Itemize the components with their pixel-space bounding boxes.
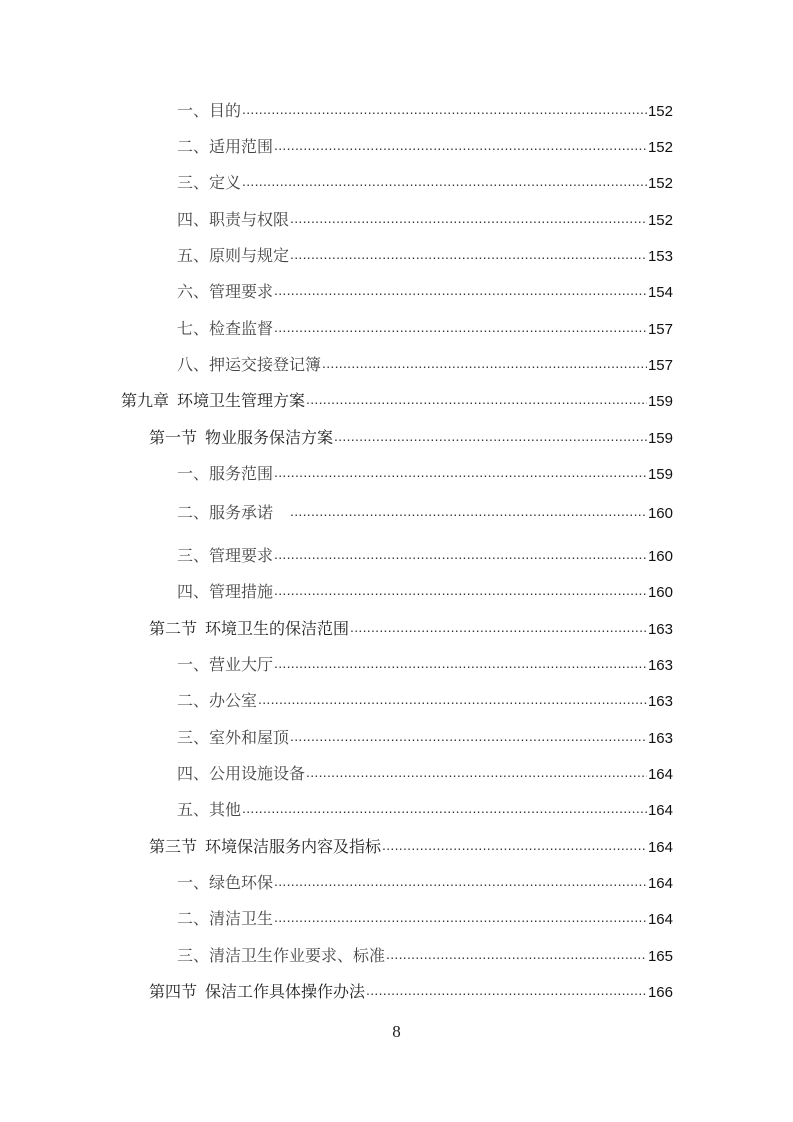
dot-leader — [274, 907, 647, 927]
toc-subsection-entry[interactable] — [177, 541, 673, 567]
toc-subsection-entry[interactable] — [177, 459, 673, 485]
toc-subsection-entry[interactable] — [177, 314, 673, 340]
toc-entry-title: 三、室外和屋顶 — [177, 730, 290, 747]
toc-entry-page-number: 152 — [647, 212, 673, 229]
toc-subsection-entry[interactable] — [177, 650, 673, 676]
toc-entry-page-number: 163 — [647, 730, 673, 747]
toc-entry-title: 第九章 环境卫生管理方案 — [121, 393, 306, 410]
toc-entry-title: 五、其他 — [177, 802, 242, 819]
toc-subsection-entry[interactable] — [177, 96, 673, 122]
toc-entry-title: 七、检查监督 — [177, 321, 274, 338]
dot-leader — [274, 653, 647, 673]
toc-subsection-entry[interactable] — [177, 168, 673, 194]
dot-leader — [274, 544, 647, 564]
toc-subsection-entry[interactable] — [177, 577, 673, 603]
toc-entry-title: 第三节 环境保洁服务内容及指标 — [149, 839, 382, 856]
toc-entry-title: 六、管理要求 — [177, 284, 274, 301]
dot-leader — [274, 280, 647, 300]
dot-leader — [350, 617, 647, 637]
toc-subsection-entry[interactable] — [177, 904, 673, 930]
toc-entry-page-number: 160 — [647, 548, 673, 565]
dot-leader — [290, 726, 647, 746]
dot-leader — [386, 944, 647, 964]
dot-leader — [334, 426, 647, 446]
toc-entry-title: 三、管理要求 — [177, 548, 274, 565]
toc-section-entry[interactable] — [149, 614, 673, 640]
toc-section-entry[interactable] — [149, 977, 673, 1003]
dot-leader — [242, 99, 647, 119]
dot-leader — [290, 501, 647, 521]
dot-leader — [242, 171, 647, 191]
toc-subsection-entry[interactable] — [177, 759, 673, 785]
toc-entry-title: 五、原则与规定 — [177, 248, 290, 265]
toc-entry-page-number: 164 — [647, 839, 673, 856]
toc-chapter-entry[interactable] — [121, 386, 673, 412]
toc-entry-page-number: 159 — [647, 430, 673, 447]
toc-entry-page-number: 160 — [647, 584, 673, 601]
toc-entry-title: 一、目的 — [177, 103, 242, 120]
toc-entry-page-number: 165 — [647, 948, 673, 965]
toc-entry-title: 第四节 保洁工作具体操作办法 — [149, 984, 366, 1001]
toc-entry-title: 一、服务范围 — [177, 466, 274, 483]
toc-entry-page-number: 152 — [647, 175, 673, 192]
dot-leader — [274, 462, 647, 482]
toc-entry-page-number: 164 — [647, 766, 673, 783]
dot-leader — [382, 835, 647, 855]
dot-leader — [258, 689, 647, 709]
toc-section-entry[interactable] — [149, 423, 673, 449]
toc-subsection-entry[interactable] — [177, 132, 673, 158]
toc-subsection-entry[interactable] — [177, 868, 673, 894]
toc-subsection-entry[interactable] — [177, 241, 673, 267]
toc-entry-page-number: 166 — [647, 984, 673, 1001]
dot-leader — [306, 389, 647, 409]
toc-entry-page-number: 163 — [647, 657, 673, 674]
dot-leader — [290, 208, 647, 228]
toc-entry-page-number: 164 — [647, 911, 673, 928]
toc-entry-title: 二、适用范围 — [177, 139, 274, 156]
toc-entry-title: 四、管理措施 — [177, 584, 274, 601]
toc-entry-page-number: 153 — [647, 248, 673, 265]
dot-leader — [274, 871, 647, 891]
toc-entry-title: 第一节 物业服务保洁方案 — [149, 430, 334, 447]
toc-entry-title: 三、清洁卫生作业要求、标准 — [177, 948, 386, 965]
toc-entry-title: 三、定义 — [177, 175, 242, 192]
toc-entry-title: 八、押运交接登记簿 — [177, 357, 322, 374]
toc-subsection-entry[interactable] — [177, 277, 673, 303]
dot-leader — [322, 353, 647, 373]
page-number: 8 — [392, 1022, 401, 1041]
toc-entry-page-number: 159 — [647, 466, 673, 483]
dot-leader — [274, 317, 647, 337]
toc-entry-title: 四、职责与权限 — [177, 212, 290, 229]
dot-leader — [366, 980, 647, 1000]
toc-entry-page-number: 154 — [647, 284, 673, 301]
dot-leader — [242, 798, 647, 818]
toc-subsection-entry[interactable] — [177, 795, 673, 821]
toc-entry-page-number: 157 — [647, 357, 673, 374]
dot-leader — [306, 762, 647, 782]
toc-entry-page-number: 160 — [647, 505, 673, 522]
toc-subsection-entry[interactable] — [177, 205, 673, 231]
toc-subsection-entry[interactable] — [177, 686, 673, 712]
toc-entry-title: 一、绿色环保 — [177, 875, 274, 892]
toc-entry-page-number: 152 — [647, 139, 673, 156]
toc-entry-title: 二、办公室 — [177, 693, 258, 710]
dot-leader — [290, 244, 647, 264]
toc-entry-title: 第二节 环境卫生的保洁范围 — [149, 621, 350, 638]
toc-entry-page-number: 157 — [647, 321, 673, 338]
toc-subsection-entry[interactable] — [177, 498, 673, 524]
toc-section-entry[interactable] — [149, 832, 673, 858]
toc-entry-page-number: 163 — [647, 621, 673, 638]
toc-entry-title: 二、清洁卫生 — [177, 911, 274, 928]
toc-entry-page-number: 163 — [647, 693, 673, 710]
dot-leader — [274, 580, 647, 600]
toc-entry-title: 四、公用设施设备 — [177, 766, 306, 783]
toc-entry-page-number: 164 — [647, 802, 673, 819]
toc-entry-page-number: 159 — [647, 393, 673, 410]
toc-entry-page-number: 152 — [647, 103, 673, 120]
toc-entry-title: 一、营业大厅 — [177, 657, 274, 674]
toc-subsection-entry[interactable] — [177, 941, 673, 967]
toc-entry-page-number: 164 — [647, 875, 673, 892]
toc-entry-title: 二、服务承诺 — [177, 505, 290, 522]
toc-subsection-entry[interactable] — [177, 723, 673, 749]
toc-subsection-entry[interactable] — [177, 350, 673, 376]
dot-leader — [274, 135, 647, 155]
